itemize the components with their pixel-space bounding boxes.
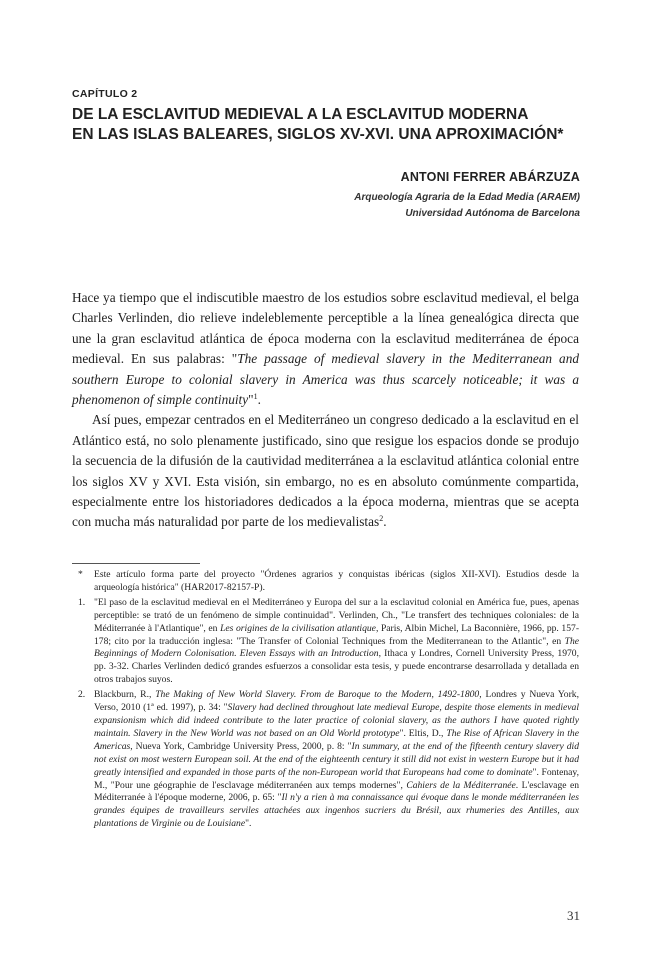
footnote-1 [72, 597, 579, 687]
body-paragraph-1 [72, 288, 579, 410]
footnote-text: Este artículo forma parte del proyecto "Órdenes agrarios y conquistas ibéricas (siglos XII-XVI). Estudios desde la arqueología histórica" (HAR2017-82157-P). [94, 569, 579, 593]
footnote-text: , Ithaca y Londres, Cornell University Press, 1970, pp. 3-32. Charles Verlinden dedicó grandes esfuerzos a consolidar esta tesis, y puede encontrarse desarrollada y detallada en otros trabajos suyos. [94, 648, 579, 686]
body-text [72, 288, 579, 533]
footnote-divider [72, 563, 200, 564]
author-block [354, 170, 580, 222]
footnote-text: Blackburn, R., [94, 689, 156, 701]
footnote-text: , Londres y Nueva York, Verso, 2010 (1ª ed. 1997), p. 34: " [94, 689, 579, 714]
footnote-marker: * [78, 569, 83, 580]
footnote-title-italic: Cahiers de la Méditerranée [406, 779, 516, 791]
chapter-title-line-2: EN LAS ISLAS BALEARES, SIGLOS XV-XVI. UNA APROXIMACIÓN* [72, 126, 564, 143]
footnote-star [72, 569, 579, 595]
footnote-quote-italic: In summary, at the end of the fifteenth century slavery did not exist on most western European soil. At the end of the eighteenth century it still did not exist in western Europe but it had greatly intensified and expanded in those parts of the non-European world that Europeans had come to dominate [94, 740, 580, 778]
footnote-ref-1[interactable]: 1 [253, 392, 258, 402]
verlinden-quote: The passage of medieval slavery in the Mediterranean and southern Europe to colonial slavery in America was thus scarcely noticeable; it was a phenomenon of simple continuity [72, 351, 580, 408]
author-name: ANTONI FERRER ABÁRZUZA [400, 170, 580, 184]
footnote-ref-2[interactable]: 2 [379, 514, 384, 524]
footnote-marker: 2. [78, 689, 86, 701]
paragraph-2-end: . [383, 514, 387, 530]
footnote-quote-italic: Il n'y a rien à ma connaissance qui évoque dans le monde méditerranéen les grandes équipes de travailleurs serviles attachées aux ingenhos sucriers du Brésil, aux rhumeries des Antilles, aux plantations de Virginie ou de Louisiane [94, 792, 580, 830]
footnote-text: , Paris, Albin Michel, La Baconnière, 1966, pp. 157-178; cito por la traducción inglesa: "The Transfer of Colonial Techniques from the Mediterranean to the Atlantic", en [94, 622, 580, 647]
footnote-text: ". [245, 818, 252, 830]
chapter-label: CAPÍTULO 2 [72, 88, 138, 100]
paragraph-1-end: . [257, 392, 261, 408]
footnote-title-italic: The Beginnings of Modern Colonisation. Eleven Essays with an Introduction [94, 635, 579, 660]
author-affiliation-research-group: Arqueología Agraria de la Edad Media (ARAEM) [354, 192, 580, 203]
footnote-text: ". Eltis, D., [399, 727, 447, 739]
footnote-text: ". Fontenay, M., "Pour une géographie de l'esclavage méditerranéen aux temps modernes", [94, 766, 580, 791]
paragraph-1-text: Hace ya tiempo que el indiscutible maestro de los estudios sobre esclavitud medieval, el belga Charles Verlinden, dio relieve indeleblemente perceptible a la línea genealógica directa que une la gran esclavitud atlántica de época moderna con la esclavitud mediterránea de época medieval. En sus palabras: " [72, 290, 579, 367]
footnote-title-italic: The Making of New World Slavery. From de Baroque to the Modern, 1492-1800 [155, 689, 480, 701]
footnote-title-italic: The Rise of African Slavery in the Americas [94, 727, 579, 752]
footnotes [72, 569, 579, 833]
footnote-text: "El paso de la esclavitud medieval en el Mediterráneo y Europa del sur a la esclavitud colonial en América fue, pues, apenas perceptible: se trató de un fenómeno de simple continuidad". Verlinden, Ch., "Le transfert des techniques coloniales: de la Méditerranée à l'Atlantique", en [94, 596, 579, 634]
footnote-2 [72, 689, 579, 831]
footnote-title-italic: Les origines de la civilisation atlantique [220, 622, 376, 634]
footnote-marker: 1. [78, 596, 86, 608]
paragraph-2-text: Así pues, empezar centrados en el Mediterráneo un congreso dedicado a la esclavitud en el Atlántico está, no solo plenamente justificado, sino que resigue los espacios donde se produjo la secuencia de la difusión de la cautividad mediterránea a la esclavitud atlántica colonial entre los siglos XV y XVI. Esta visión, sin embargo, no es en absoluto comúnmente compartida, especialmente entre los historiadores dedicados a la época moderna, mientras que se acepta con mucha más naturalidad por parte de los medievalistas [72, 412, 579, 530]
footnote-text: , Nueva York, Cambridge University Press, 2000, p. 8: " [130, 740, 352, 752]
body-paragraph-2 [72, 410, 579, 532]
page-number: 31 [567, 908, 580, 923]
chapter-title-line-1: DE LA ESCLAVITUD MEDIEVAL A LA ESCLAVITUD MODERNA [72, 106, 529, 123]
footnote-quote-italic: Slavery had declined throughout late medieval Europe, despite those elements in medieval expansionism which did indeed contribute to the later practice of colonial slavery, as the authors I have quoted rightly maintain. Slavery in the New World was not based on an Old World prototype [94, 702, 579, 739]
quote-close-mark: " [248, 392, 254, 408]
author-affiliation-university: Universidad Autónoma de Barcelona [405, 208, 580, 219]
footnote-text: . L'esclavage en Méditerranée à l'époque moderne, 2006, p. 65: " [94, 779, 580, 804]
chapter-title [72, 105, 572, 145]
